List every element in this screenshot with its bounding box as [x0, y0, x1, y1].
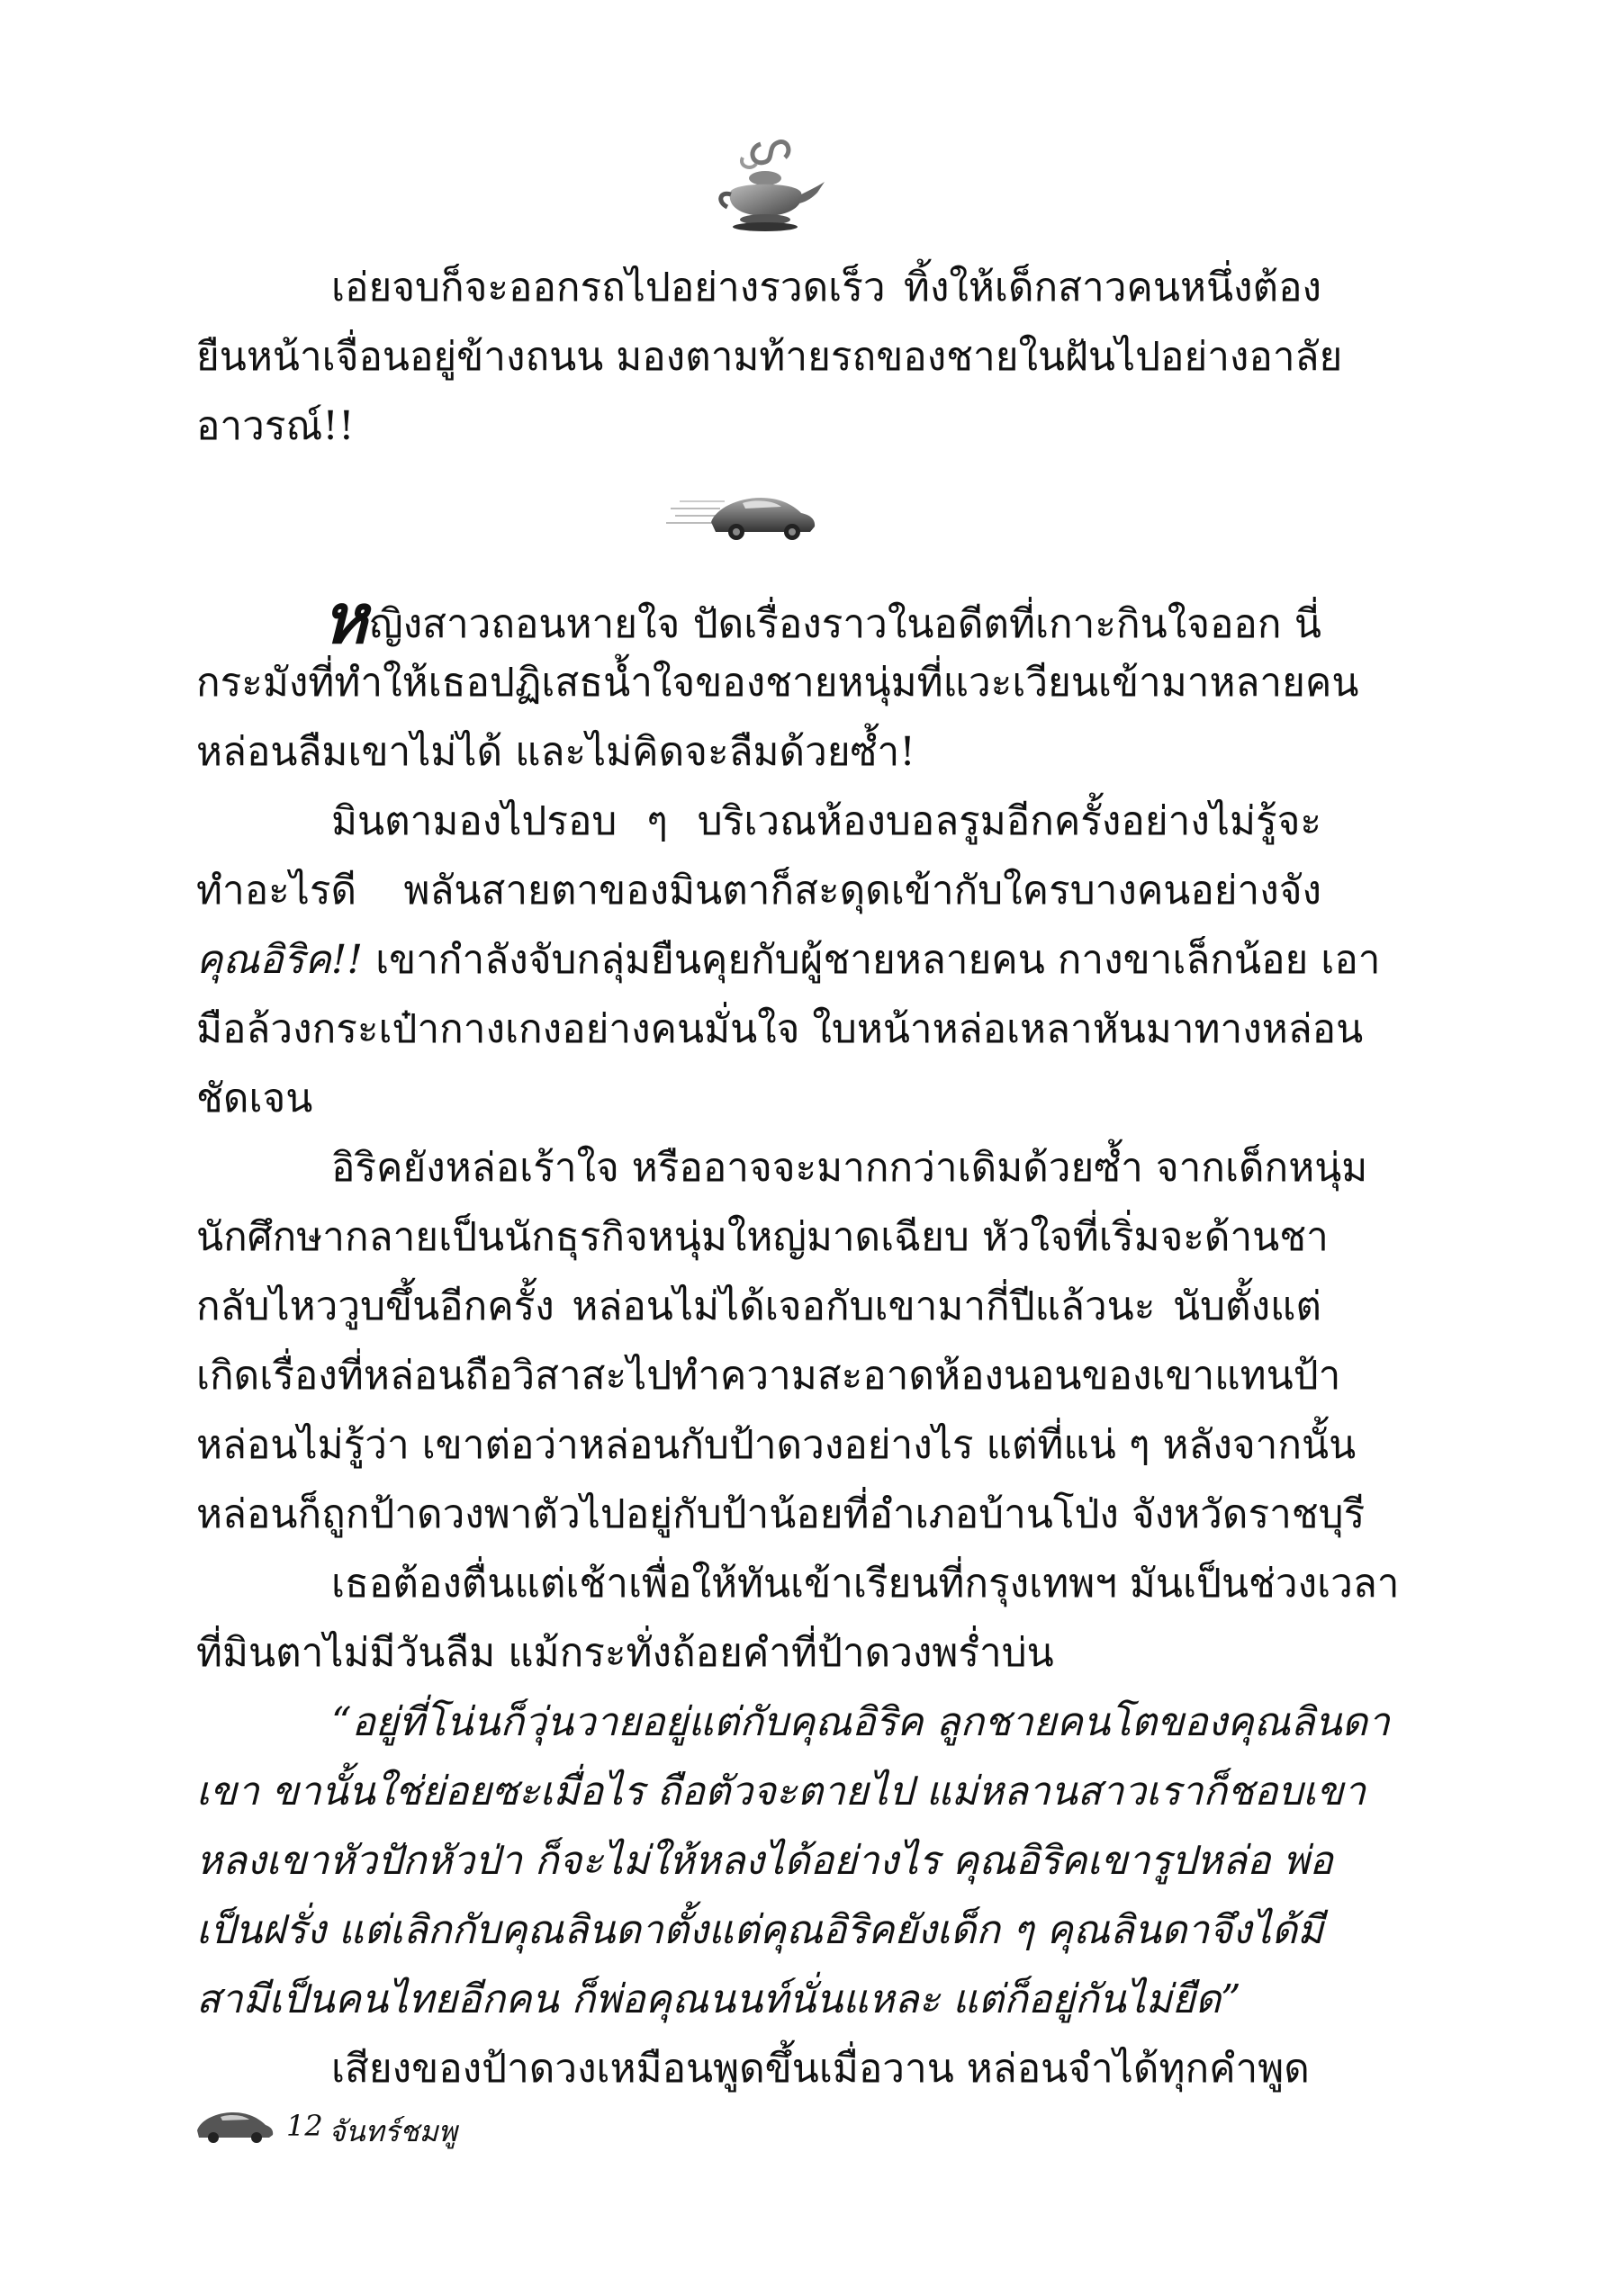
text-line: เป็นฝรั่ง แต่เลิกกับคุณลินดาตั้งแต่คุณอิริคยังเด็ก ๆ คุณลินดาจึงได้มี	[196, 1907, 1324, 1953]
text-line: นักศึกษากลายเป็นนักธุรกิจหนุ่มใหญ่มาดเฉียบ หัวใจที่เริ่มจะด้านชา	[196, 1214, 1329, 1260]
text-line: หล่อนไม่รู้ว่า เขาต่อว่าหล่อนกับป้าดวงอย่างไร แต่ที่แน่ ๆ หลังจากนั้น	[196, 1422, 1357, 1468]
text-line: เธอต้องตื่นแต่เช้าเพื่อให้ทันเข้าเรียนที่กรุงเทพฯ มันเป็นช่วงเวลา	[331, 1561, 1400, 1607]
text-line: อาวรณ์!!	[196, 403, 355, 449]
text-line: ที่มินตาไม่มีวันลืม แม้กระทั่งถ้อยคำที่ป้าดวงพร่ำบ่น	[196, 1630, 1054, 1676]
page-number: 12	[286, 2109, 323, 2143]
teapot-lamp-icon	[711, 135, 828, 234]
text-line: คุณอิริค!! เขากำลังจับกลุ่มยืนคุยกับผู้ชายหลายคน กางขาเล็กน้อย เอา	[196, 937, 1381, 983]
text-line: กลับไหววูบขึ้นอีกครั้ง หล่อนไม่ได้เจอกับเขามากี่ปีแล้วนะ นับตั้งแต่	[196, 1283, 1321, 1329]
text-line: เอ่ยจบก็จะออกรถไปอย่างรวดเร็ว ทิ้งให้เด็กสาวคนหนึ่งต้อง	[331, 265, 1321, 311]
text-line: เสียงของป้าดวงเหมือนพูดขึ้นเมื่อวาน หล่อนจำได้ทุกคำพูด	[331, 2046, 1310, 2092]
text-line: ยืนหน้าเจื่อนอยู่ข้างถนน มองตามท้ายรถของชายในฝันไปอย่างอาลัย	[196, 334, 1343, 380]
italic-text: คุณอิริค!!	[196, 937, 364, 983]
car-icon	[194, 2102, 275, 2147]
drop-cap: ห	[322, 579, 368, 659]
text-line: หญิงสาวถอนหายใจ ปัดเรื่องราวในอดีตที่เกาะกินใจออก นี่	[322, 579, 1321, 659]
text-line: กระมังที่ทำให้เธอปฏิเสธน้ำใจของชายหนุ่มที่แวะเวียนเข้ามาหลายคน	[196, 660, 1359, 706]
text-line: หลงเขาหัวปักหัวป่า ก็จะไม่ให้หลงได้อย่างไร คุณอิริคเขารูปหล่อ พ่อ	[196, 1838, 1333, 1884]
text-line: หล่อนลืมเขาไม่ได้ และไม่คิดจะลืมด้วยซ้ำ!	[196, 729, 915, 775]
text-line: ชัดเจน	[196, 1076, 313, 1121]
text-line: มินตามองไปรอบ ๆ บริเวณห้องบอลรูมอีกครั้งอย่างไม่รู้จะ	[331, 798, 1321, 844]
text-line: มือล้วงกระเป๋ากางเกงอย่างคนมั่นใจ ใบหน้าหล่อเหลาหันมาทางหล่อน	[196, 1006, 1364, 1052]
text-line: เขา ขานั้นใช่ย่อยซะเมื่อไร ถือตัวจะตายไป แม่หลานสาวเราก็ชอบเขา	[196, 1769, 1366, 1814]
text-line: “อยู่ที่โน่นก็วุ่นวายอยู่แต่กับคุณอิริค ลูกชายคนโตของคุณลินดา	[331, 1699, 1390, 1745]
text-line: เกิดเรื่องที่หล่อนถือวิสาสะไปทำความสะอาดห้องนอนของเขาแทนป้า	[196, 1353, 1341, 1399]
text-line: สามีเป็นคนไทยอีกคน ก็พ่อคุณนนท์นั่นแหละ แต่ก็อยู่กันไม่ยืด”	[196, 1976, 1241, 2022]
text-line: ทำอะไรดี พลันสายตาของมินตาก็สะดุดเข้ากับใครบางคนอย่างจัง	[196, 868, 1321, 914]
book-title: จันทร์ชมพู	[329, 2114, 457, 2148]
text-line: อิริคยังหล่อเร้าใจ หรืออาจจะมากกว่าเดิมด้วยซ้ำ จากเด็กหนุ่ม	[331, 1145, 1368, 1191]
page-footer	[194, 2102, 734, 2156]
text-line: หล่อนก็ถูกป้าดวงพาตัวไปอยู่กับป้าน้อยที่อำเภอบ้านโป่ง จังหวัดราชบุรี	[196, 1491, 1366, 1537]
car-icon	[666, 482, 819, 545]
